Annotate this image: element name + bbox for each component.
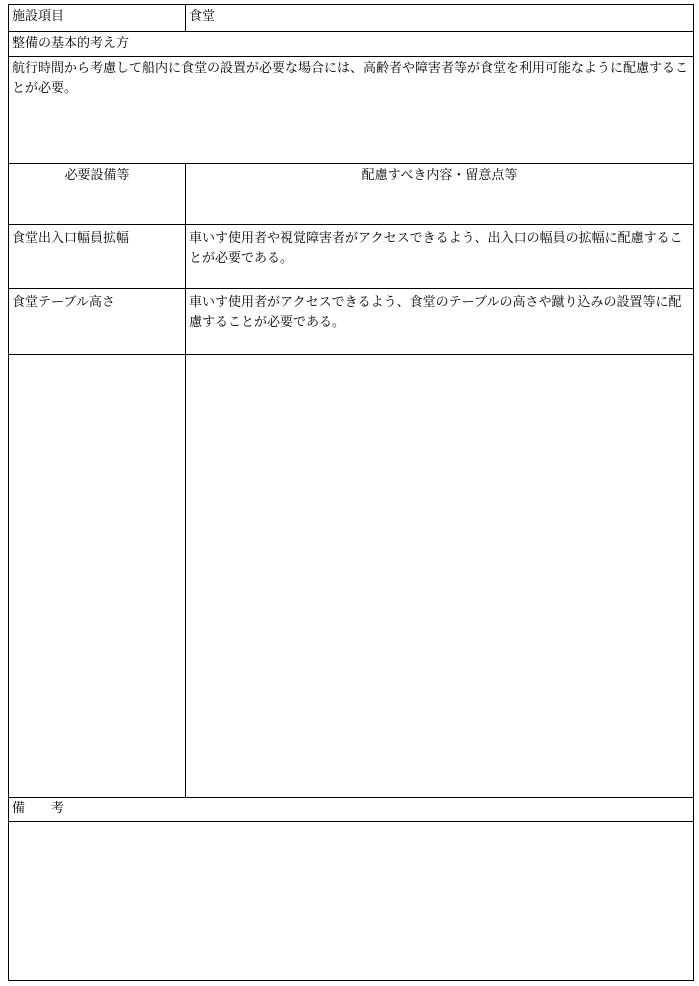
table-row-note-cell bbox=[185, 288, 694, 355]
empty-note-cell bbox=[185, 354, 694, 798]
table-row-note: 車いす使用者がアクセスできるよう、食堂のテーブルの高さや蹴り込みの設置等に配慮することが必要である。 bbox=[189, 295, 682, 330]
remarks-heading-cell bbox=[8, 797, 694, 822]
table-row-item: 食堂テーブル高さ bbox=[12, 295, 115, 310]
remarks-body-cell bbox=[8, 821, 694, 981]
table-row-item-cell bbox=[8, 224, 186, 289]
table-row-note-cell bbox=[185, 224, 694, 289]
facility-item-value-cell bbox=[185, 4, 694, 32]
empty-item-cell bbox=[8, 354, 186, 798]
table-row-note: 車いす使用者や視覚障害者がアクセスできるよう、出入口の幅員の拡幅に配慮することが必要である。 bbox=[189, 231, 683, 266]
col-notes-header: 配慮すべき内容・留意点等 bbox=[361, 168, 518, 183]
facility-item-value: 食堂 bbox=[189, 9, 216, 24]
basic-concept-text-cell bbox=[8, 56, 694, 164]
basic-concept-heading-cell bbox=[8, 31, 694, 57]
basic-concept-heading: 整備の基本的考え方 bbox=[12, 36, 130, 51]
remarks-heading: 備 考 bbox=[12, 801, 65, 816]
col-notes-header-cell bbox=[185, 163, 694, 225]
facility-sheet bbox=[8, 4, 694, 981]
col-required-header: 必要設備等 bbox=[64, 168, 130, 183]
table-row-item-cell bbox=[8, 288, 186, 355]
table-row-item: 食堂出入口幅員拡幅 bbox=[12, 231, 130, 246]
facility-item-label-cell bbox=[8, 4, 186, 32]
facility-item-label: 施設項目 bbox=[12, 9, 65, 24]
col-required-header-cell bbox=[8, 163, 186, 225]
basic-concept-text: 航行時間から考慮して船内に食堂の設置が必要な場合には、高齢者や障害者等が食堂を利用可能なように配慮することが必要。 bbox=[12, 61, 689, 96]
